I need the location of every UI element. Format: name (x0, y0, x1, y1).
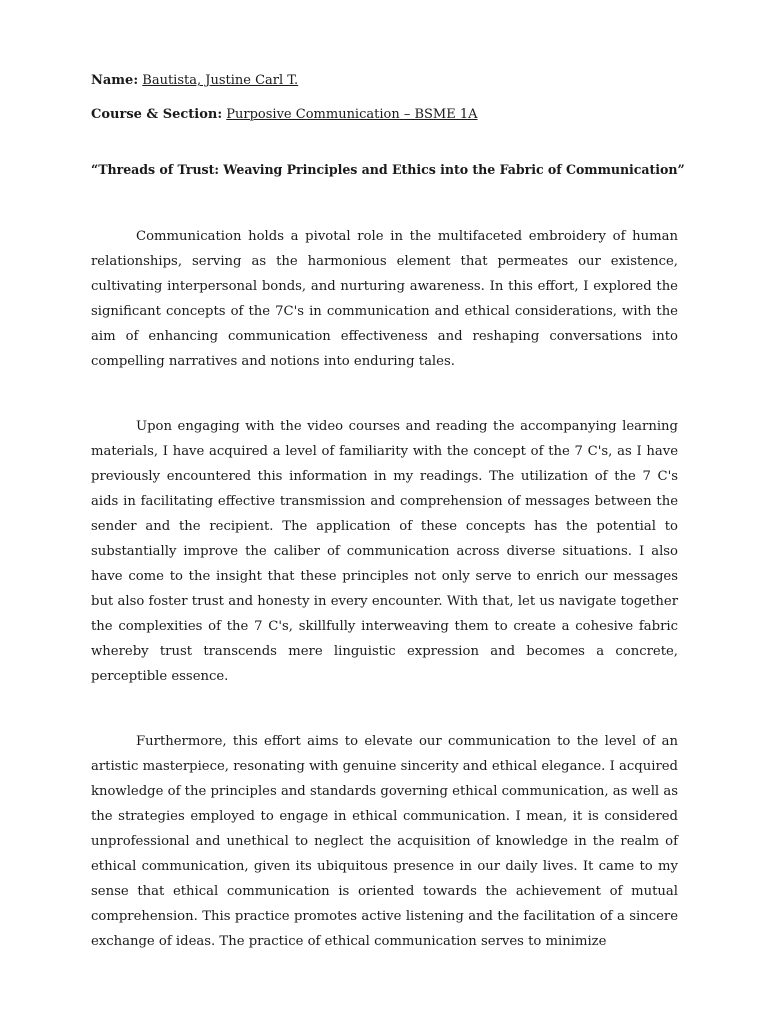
paragraph-1: Communication holds a pivotal role in the multifaceted embroidery of human relationships, serving as the harmonious element that permeates our existence, cultivating interpersonal bonds, and nurturing awareness. In this effort, I explored the significant concepts of the 7C's in communication and ethical considerations, with the aim of enhancing communication effectiveness and reshaping conversations into compelling narratives and notions into enduring tales. (91, 229, 678, 369)
paragraph-2: Upon engaging with the video courses and reading the accompanying learning materials, I have acquired a level of familiarity with the concept of the 7 C's, as I have previously encountered this information in my readings. The utilization of the 7 C's aids in facilitating effective transmission and comprehension of messages between the sender and the recipient. The application of these concepts has the potential to substantially improve the caliber of communication across diverse situations. I also have come to the insight that these principles not only serve to enrich our messages but also foster trust and honesty in every encounter. With that, let us navigate together the complexities of the 7 C's, skillfully interweaving them to create a cohesive fabric whereby trust transcends mere linguistic expression and becomes a concrete, perceptible essence. (91, 419, 678, 684)
paragraph-3: Furthermore, this effort aims to elevate our communication to the level of an artistic masterpiece, resonating with genuine sincerity and ethical elegance. I acquired knowledge of the principles and standards governing ethical communication, as well as the strategies employed to engage in ethical communication. I mean, it is considered unprofessional and unethical to neglect the acquisition of knowledge in the realm of ethical communication, given its ubiquitous presence in our daily lives. It came to my sense that ethical communication is oriented towards the achievement of mutual comprehension. This practice promotes active listening and the facilitation of a sincere exchange of ideas. The practice of ethical communication serves to minimize (91, 734, 678, 949)
student-name-line (91, 71, 678, 91)
name-value: Bautista, Justine Carl T. (142, 73, 299, 88)
course-label: Course & Section: (91, 107, 223, 122)
document-page (91, 70, 685, 955)
name-label: Name: (91, 73, 139, 88)
essay-title: “Threads of Trust: Weaving Principles and Ethics into the Fabric of Communication” (91, 162, 685, 177)
course-value: Purposive Communication – BSME 1A (226, 107, 478, 122)
course-section-line (91, 105, 678, 125)
